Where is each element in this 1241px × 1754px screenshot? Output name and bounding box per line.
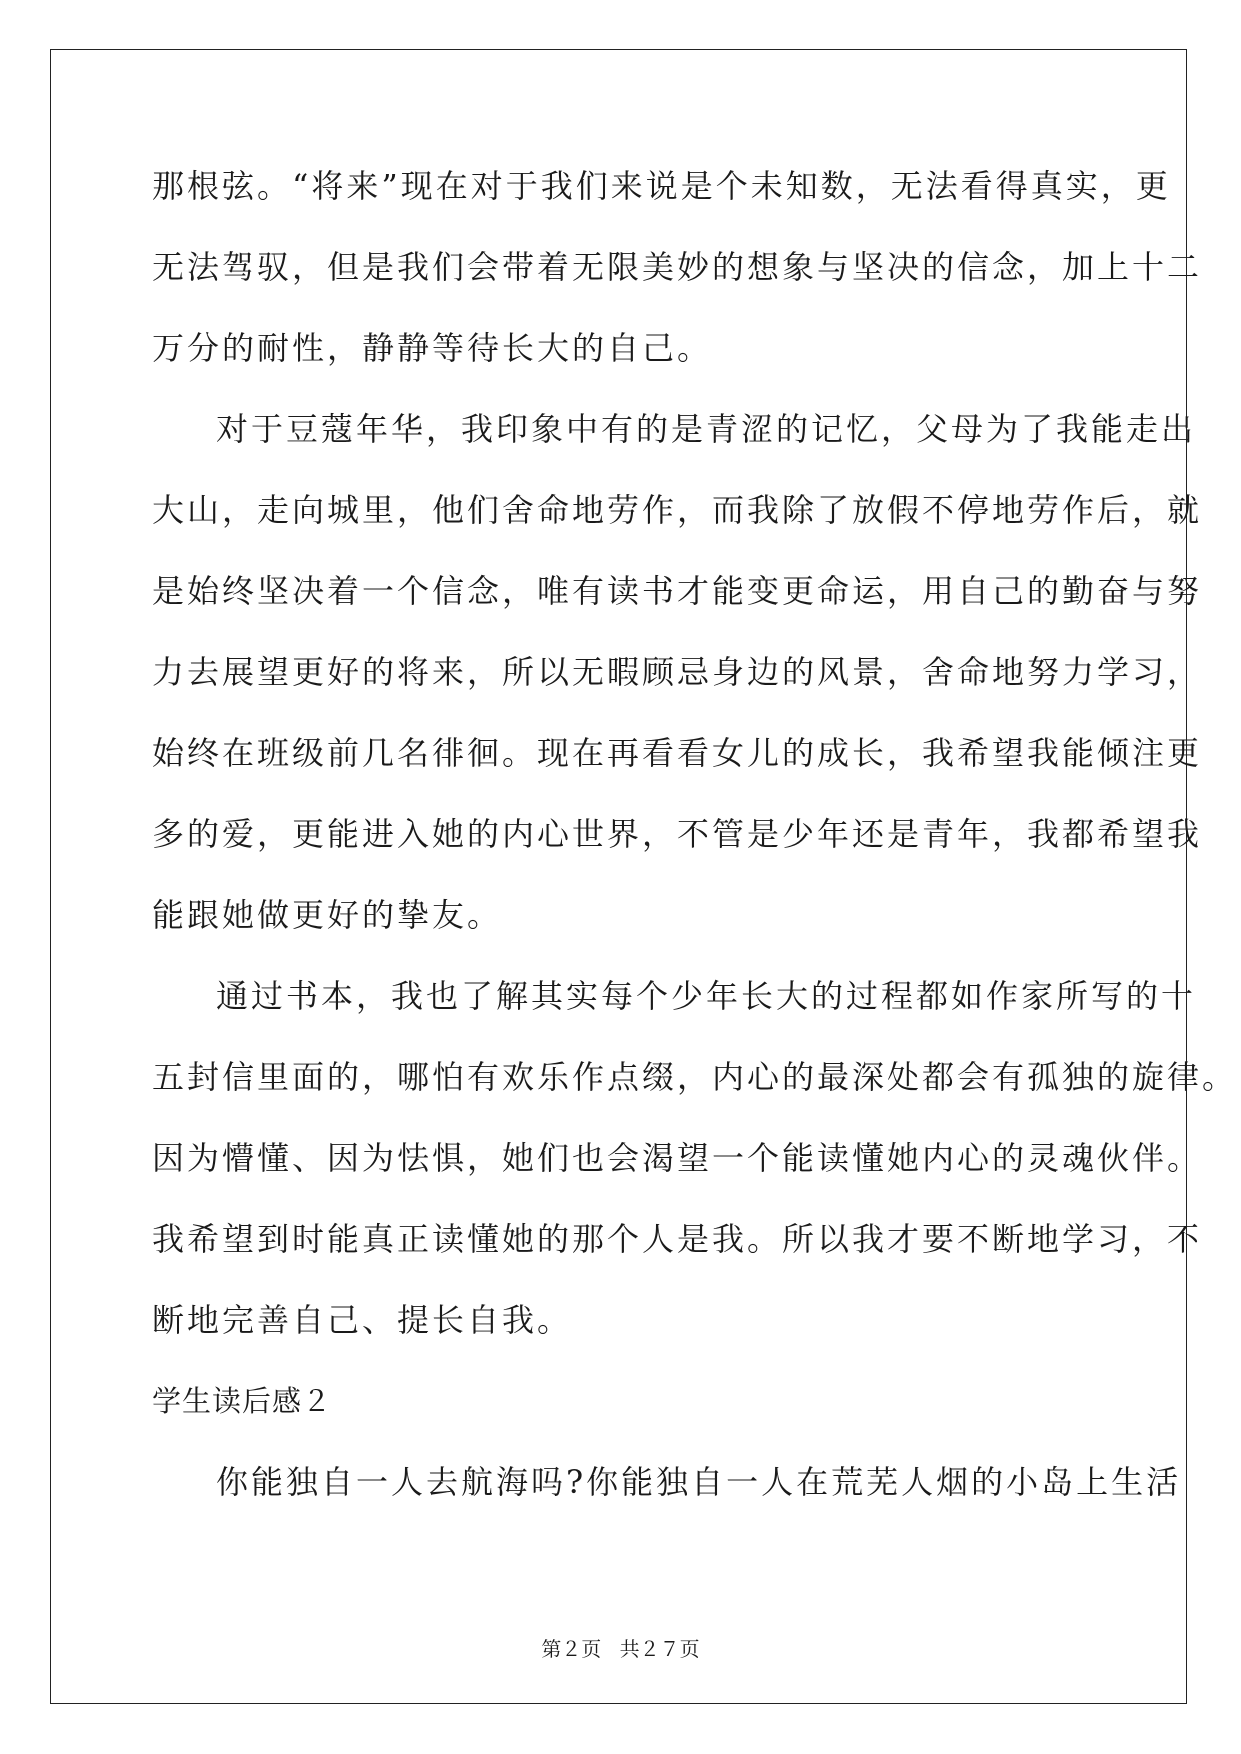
paragraph-1 bbox=[152, 146, 1203, 389]
page-number: 第２页 bbox=[541, 1637, 602, 1661]
total-pages: 共２７页 bbox=[619, 1637, 700, 1661]
text-line: 大山，走向城里，他们舍命地劳作，而我除了放假不停地劳作后，就 bbox=[152, 491, 1203, 529]
text-line: 那根弦。“将来”现在对于我们来说是个未知数，无法看得真实，更 bbox=[152, 167, 1171, 205]
text-line: 因为懵懂、因为怯惧，她们也会渴望一个能读懂她内心的灵魂伙伴。 bbox=[152, 1139, 1203, 1177]
document-body bbox=[152, 146, 1238, 1523]
text-line: 是始终坚决着一个信念，唯有读书才能变更命运，用自己的勤奋与努 bbox=[152, 572, 1203, 610]
paragraph-3 bbox=[152, 956, 1238, 1361]
text-line: 通过书本，我也了解其实每个少年长大的过程都如作家所写的十 bbox=[216, 977, 1197, 1015]
page-footer bbox=[0, 1633, 1241, 1662]
section-heading: 学生读后感２ bbox=[152, 1384, 333, 1418]
text-line: 多的爱，更能进入她的内心世界，不管是少年还是青年，我都希望我 bbox=[152, 815, 1203, 853]
text-line: 始终在班级前几名徘徊。现在再看看女儿的成长，我希望我能倾注更 bbox=[152, 734, 1203, 772]
text-line: 对于豆蔻年华，我印象中有的是青涩的记忆，父母为了我能走出 bbox=[216, 410, 1197, 448]
text-line: 五封信里面的，哪怕有欢乐作点缀，内心的最深处都会有孤独的旋律。 bbox=[152, 1058, 1238, 1096]
text-line: 断地完善自己、提长自我。 bbox=[152, 1301, 573, 1339]
text-line: 力去展望更好的将来，所以无暇顾忌身边的风景，舍命地努力学习， bbox=[152, 653, 1203, 691]
paragraph-2 bbox=[152, 389, 1203, 956]
text-line: 无法驾驭，但是我们会带着无限美妙的想象与坚决的信念，加上十二 bbox=[152, 248, 1203, 286]
text-line: 能跟她做更好的挚友。 bbox=[152, 896, 503, 934]
text-line: 我希望到时能真正读懂她的那个人是我。所以我才要不断地学习，不 bbox=[152, 1220, 1203, 1258]
text-line: 你能独自一人去航海吗?你能独自一人在荒芜人烟的小岛上生活 bbox=[216, 1463, 1182, 1501]
text-line: 万分的耐性，静静等待长大的自己。 bbox=[152, 329, 713, 367]
